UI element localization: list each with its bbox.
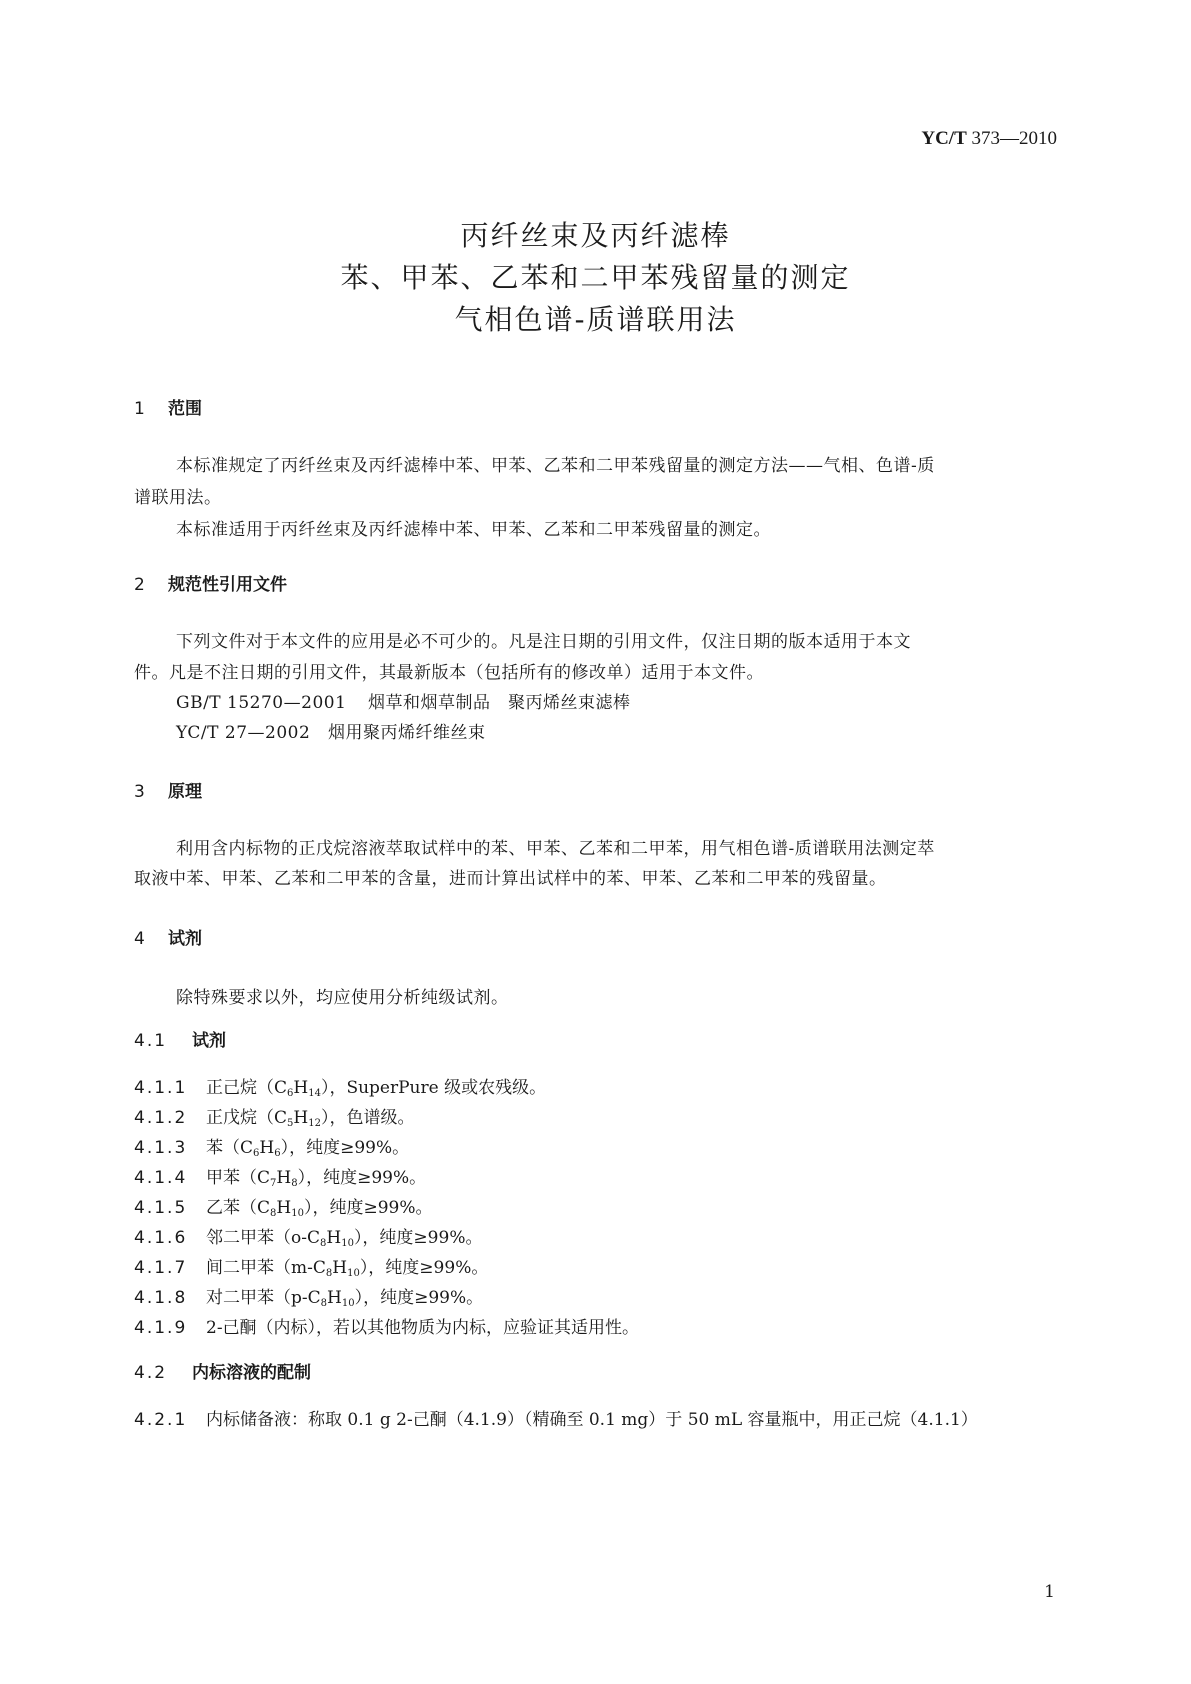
section-heading-4: 4 试剂 bbox=[134, 929, 202, 949]
section-1-paragraph-1-cont: 谱联用法。 bbox=[134, 488, 222, 508]
title-line-3: 气相色谱-质谱联用法 bbox=[454, 303, 737, 336]
standard-code: YC/T 373—2010 bbox=[921, 128, 1057, 149]
section-3-paragraph-1-cont: 取液中苯、甲苯、乙苯和二甲苯的含量，进而计算出试样中的苯、甲苯、乙苯和二甲苯的残留量。 bbox=[134, 869, 887, 889]
clause-4-1-5: 4.1.5 乙苯$(C_8H_{10})$，纯度≥99%。 bbox=[134, 1198, 433, 1219]
section-heading-3: 3 原理 bbox=[134, 782, 202, 802]
section-2-paragraph-1: 下列文件对于本文件的应用是必不可少的。凡是注日期的引用文件，仅注日期的版本适用于本文 bbox=[176, 632, 911, 652]
title-line-2: 苯、甲苯、乙苯和二甲苯残留量的测定 bbox=[340, 261, 851, 294]
clause-4-1-2: 4.1.2 正戊烷$(C_5H_{12})$，色谱级。 bbox=[134, 1108, 415, 1129]
clause-4-1-3: 4.1.3 苯$(C_6H_6)$，纯度≥99%。 bbox=[134, 1138, 410, 1159]
clause-4-2-1: 4.2.1 内标储备液：称取 0.1 g 2-己酮（4.1.9）（精确至 0.1 mg）于 50 mL 容量瓶中，用正己烷（4.1.1） bbox=[134, 1410, 978, 1430]
clause-4-1-1: 4.1.1 正己烷$(C_6H_{14})$，SuperPure 级或农残级。 bbox=[134, 1078, 547, 1099]
section-4-paragraph-1: 除特殊要求以外，均应使用分析纯级试剂。 bbox=[176, 988, 509, 1008]
reference-2: YC/T 27—2002 烟用聚丙烯纤维丝束 bbox=[176, 723, 486, 743]
section-heading-1: 1 范围 bbox=[134, 399, 202, 419]
subsection-heading-4-1: 4.1 试剂 bbox=[134, 1031, 226, 1051]
section-heading-2: 2 规范性引用文件 bbox=[134, 575, 287, 595]
section-1-paragraph-2: 本标准适用于丙纤丝束及丙纤滤棒中苯、甲苯、乙苯和二甲苯残留量的测定。 bbox=[176, 520, 771, 540]
title-line-1: 丙纤丝束及丙纤滤棒 bbox=[460, 219, 731, 252]
section-3-paragraph-1: 利用含内标物的正戊烷溶液萃取试样中的苯、甲苯、乙苯和二甲苯，用气相色谱-质谱联用法测定萃 bbox=[176, 839, 935, 859]
reference-1: GB/T 15270—2001 烟草和烟草制品 聚丙烯丝束滤棒 bbox=[176, 693, 631, 713]
subsection-heading-4-2: 4.2 内标溶液的配制 bbox=[134, 1363, 311, 1383]
clause-4-1-6: 4.1.6 邻二甲苯$(o-C_8H_{10})$，纯度≥99%。 bbox=[134, 1228, 483, 1249]
clause-4-1-8: 4.1.8 对二甲苯$(p-C_8H_{10})$，纯度≥99%。 bbox=[134, 1288, 484, 1309]
page-number: 1 bbox=[1044, 1582, 1055, 1602]
clause-4-1-9: 4.1.9 2-己酮（内标），若以其他物质为内标，应验证其适用性。 bbox=[134, 1318, 640, 1338]
section-1-paragraph-1: 本标准规定了丙纤丝束及丙纤滤棒中苯、甲苯、乙苯和二甲苯残留量的测定方法——气相、色谱-质 bbox=[176, 456, 935, 476]
section-2-paragraph-1-cont: 件。凡是不注日期的引用文件，其最新版本（包括所有的修改单）适用于本文件。 bbox=[134, 663, 764, 683]
clause-4-1-7: 4.1.7 间二甲苯$(m-C_8H_{10})$，纯度≥99%。 bbox=[134, 1258, 489, 1279]
clause-4-1-4: 4.1.4 甲苯$(C_7H_8)$，纯度≥99%。 bbox=[134, 1168, 427, 1189]
